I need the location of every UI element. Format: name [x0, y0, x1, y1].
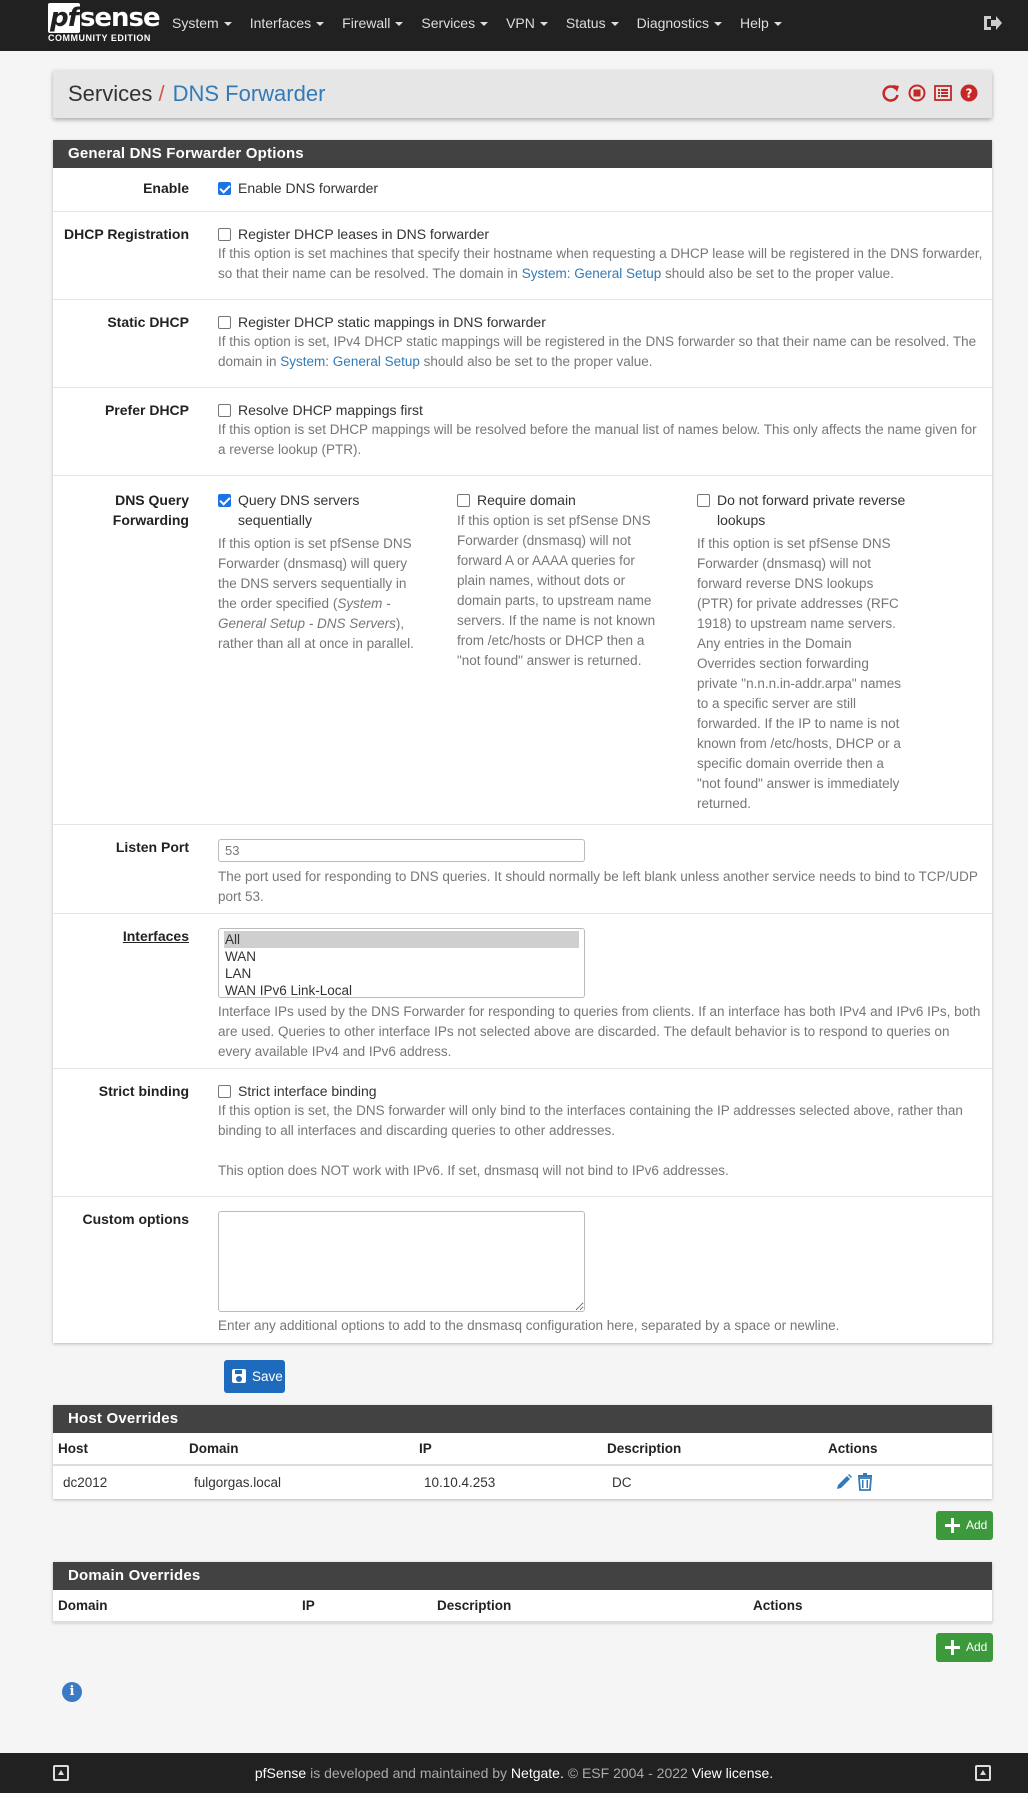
enable-checkbox[interactable]: [218, 182, 231, 195]
require-domain-checkbox[interactable]: [457, 494, 470, 507]
scroll-top-icon[interactable]: [975, 1765, 991, 1781]
query-sequential-column: Query DNS servers sequentially If this option is set pfSense DNS Forwarder (dnsmasq) will query the DNS servers sequentially in the order specified (System - General Setup - DNS Servers), rather than all at once in parallel.: [218, 492, 414, 651]
add-host-override-button[interactable]: Add: [936, 1511, 993, 1540]
caret-down-icon: [224, 22, 232, 26]
actions-cell: [823, 1465, 992, 1498]
host-overrides-table: [53, 1433, 992, 1498]
query-sequential-checkbox[interactable]: [218, 494, 231, 507]
menu-firewall[interactable]: Firewall: [333, 0, 412, 51]
view-license-link[interactable]: View license.: [691, 1765, 774, 1781]
listen-port-input[interactable]: [218, 839, 585, 862]
menu-services[interactable]: Services: [412, 0, 497, 51]
delete-trash-icon[interactable]: [857, 1473, 873, 1491]
breadcrumb: [53, 70, 992, 118]
column-header: IP: [414, 1433, 602, 1465]
general-setup-link[interactable]: System: General Setup: [280, 354, 420, 369]
caret-down-icon: [316, 22, 324, 26]
top-navbar: [0, 0, 1028, 51]
row-static-dhcp: Static DHCP Register DHCP static mappings in DNS forwarder If this option is set, IPv4 DHCP static mappings will be registered in the DNS forwarder so that their name can be resolved. The domain in System: General Setup should also be set to the proper value.: [53, 299, 992, 387]
domain-cell: fulgorgas.local: [194, 1474, 282, 1490]
main-menu: [163, 0, 791, 51]
save-button[interactable]: Save: [224, 1360, 285, 1393]
panel-heading: General DNS Forwarder Options: [53, 140, 992, 168]
pfsense-logo[interactable]: pfsense COMMUNITY EDITION: [48, 3, 160, 43]
breadcrumb-parent[interactable]: Services: [68, 81, 153, 106]
save-icon: [232, 1369, 246, 1383]
interfaces-listbox[interactable]: [218, 928, 585, 998]
menu-status[interactable]: Status: [557, 0, 628, 51]
column-header: Actions: [823, 1433, 992, 1465]
restart-service-icon[interactable]: [882, 84, 900, 102]
add-domain-override-button[interactable]: Add: [936, 1633, 993, 1662]
host-cell: dc2012: [63, 1474, 108, 1490]
stop-service-icon[interactable]: [908, 84, 926, 102]
caret-down-icon: [774, 22, 782, 26]
row-enable: [53, 168, 992, 211]
strict-binding-checkbox[interactable]: [218, 1085, 231, 1098]
page-title: Services / DNS Forwarder: [68, 81, 326, 106]
column-header: IP: [297, 1590, 432, 1622]
menu-help[interactable]: Help: [731, 0, 791, 51]
column-header: Description: [602, 1433, 823, 1465]
interface-option[interactable]: WAN: [225, 949, 256, 964]
info-icon[interactable]: i: [62, 1682, 82, 1702]
footer-brand: pfSense: [254, 1765, 307, 1781]
row-strict-binding: Strict binding Strict interface binding If this option is set, the DNS forwarder will only bind to the interfaces containing the IP addresses selected above, rather than binding to all interfaces and discarding queries to other addresses. This option does NOT work with IPv6. If set, dnsmasq will not bind to IPv6 addresses.: [53, 1068, 992, 1196]
domain-overrides-panel: Domain Overrides Domain IP Description Actions: [53, 1562, 992, 1622]
column-header: Description: [432, 1590, 748, 1622]
host-overrides-panel: Host Overrides Host Domain IP Description Actions dc2012 fulgorgas.local 10.10.4.253 DC: [53, 1405, 992, 1499]
brand-subtitle: COMMUNITY EDITION: [48, 33, 151, 43]
no-private-reverse-column: Do not forward private reverse lookups If this option is set pfSense DNS Forwarder (dnsmasq) will not forward reverse DNS lookups (PTR) for private addresses (RFC 1918) to upstream name servers. Any entries in the Domain Overrides section forwarding private "n.n.n.in-addr.arpa" names to a specific server are still forwarded. If the IP to name is not known from /etc/hosts, DHCP or a specific domain override then a "not found" answer is immediately returned.: [697, 492, 906, 811]
row-custom-options: Custom options Enter any additional options to add to the dnsmasq configuration here, separated by a space or newline.: [53, 1196, 992, 1343]
domain-overrides-table: [53, 1590, 992, 1623]
row-dns-query-forwarding: DNS Query Forwarding Query DNS servers sequentially If this option is set pfSense DNS Forwarder (dnsmasq) will query the DNS servers sequentially in the order specified (System - General Setup - DNS Servers), rather than all at once in parallel. Require domain If this option is set pfSense DNS Forwarder (dnsmasq) will not forward A or AAAA queries for plain names, without dots or domain parts, to upstream name servers. If the name is not known from /etc/hosts or DHCP then a "not found" answer is returned. Do not forward private reverse lookups If this option is set pfSense DNS Forwarder (dnsmasq) will not forward reverse DNS lookups (PTR) for private addresses (RFC 1918) to upstream name servers. Any entries in the Domain Overrides section forwarding private "n.n.n.in-addr.arpa" names to a specific server are still forwarded. If the IP to name is not known from /etc/hosts, DHCP or a specific domain override then a "not found" answer is immediately returned.: [53, 475, 992, 824]
require-domain-column: Require domain If this option is set pfSense DNS Forwarder (dnsmasq) will not forward A or AAAA queries for plain names, without dots or domain parts, to upstream name servers. If the name is not known from /etc/hosts or DHCP then a "not found" answer is returned.: [457, 492, 656, 668]
column-header: Domain: [53, 1590, 297, 1622]
menu-system[interactable]: System: [163, 0, 241, 51]
svg-text:?: ?: [965, 86, 973, 101]
caret-down-icon: [540, 22, 548, 26]
caret-down-icon: [714, 22, 722, 26]
interface-option[interactable]: All: [224, 931, 579, 948]
menu-diagnostics[interactable]: Diagnostics: [628, 0, 731, 51]
static-dhcp-checkbox[interactable]: [218, 316, 231, 329]
help-icon[interactable]: [960, 84, 978, 102]
column-header: Host: [53, 1433, 184, 1465]
caret-down-icon: [480, 22, 488, 26]
column-header: Actions: [748, 1590, 992, 1622]
row-interfaces: Interfaces All WAN LAN WAN IPv6 Link-Local Interface IPs used by the DNS Forwarder for responding to queries from clients. If an interface has both IPv4 and IPv6 IPs, both are used. Queries to other interface IPs not selected above are discarded. The default behavior is to respond to queries on every available IPv4 and IPv6 address.: [53, 913, 992, 1068]
plus-icon: [945, 1518, 960, 1533]
menu-vpn[interactable]: VPN: [497, 0, 557, 51]
description-cell: DC: [612, 1474, 632, 1490]
no-private-reverse-checkbox[interactable]: [697, 494, 710, 507]
row-prefer-dhcp: Prefer DHCP Resolve DHCP mappings first If this option is set DHCP mappings will be resolved before the manual list of names below. This only affects the name given for a reverse lookup (PTR).: [53, 387, 992, 475]
interface-option[interactable]: WAN IPv6 Link-Local: [225, 983, 353, 998]
column-header: Domain: [184, 1433, 414, 1465]
netgate-link[interactable]: Netgate.: [510, 1765, 564, 1781]
breadcrumb-actions: [882, 84, 978, 102]
enable-checkbox-label[interactable]: Enable DNS forwarder: [238, 180, 379, 196]
row-listen-port: Listen Port 53 The port used for responding to DNS queries. It should normally be left blank unless another service needs to bind to TCP/UDP port 53.: [53, 824, 992, 913]
caret-down-icon: [611, 22, 619, 26]
table-row[interactable]: [53, 1465, 992, 1498]
interface-option[interactable]: LAN: [225, 966, 252, 981]
general-setup-link[interactable]: System: General Setup: [521, 266, 662, 281]
logout-icon[interactable]: [982, 14, 1002, 32]
footer: pfSense is developed and maintained by Netgate. © ESF 2004 - 2022 View license.: [0, 1753, 1028, 1793]
menu-interfaces[interactable]: Interfaces: [241, 0, 333, 51]
prefer-dhcp-checkbox[interactable]: [218, 404, 231, 417]
custom-options-textarea[interactable]: [218, 1211, 585, 1312]
dhcp-registration-checkbox[interactable]: [218, 228, 231, 241]
scroll-top-icon[interactable]: [53, 1765, 69, 1781]
ip-cell: 10.10.4.253: [424, 1474, 496, 1490]
edit-pencil-icon[interactable]: [835, 1473, 853, 1491]
enable-label: Enable: [143, 180, 189, 196]
row-dhcp-registration: DHCP Registration Register DHCP leases in DNS forwarder If this option is set machines that specify their hostname when requesting a DHCP lease will be registered in the DNS forwarder, so that their name can be resolved. The domain in System: General Setup should also be set to the proper value.: [53, 211, 992, 299]
general-options-panel: [53, 140, 992, 1343]
caret-down-icon: [395, 22, 403, 26]
plus-icon: [945, 1640, 960, 1655]
logs-icon[interactable]: [934, 84, 952, 102]
interfaces-label[interactable]: Interfaces: [122, 928, 189, 944]
breadcrumb-current[interactable]: DNS Forwarder: [172, 81, 326, 106]
